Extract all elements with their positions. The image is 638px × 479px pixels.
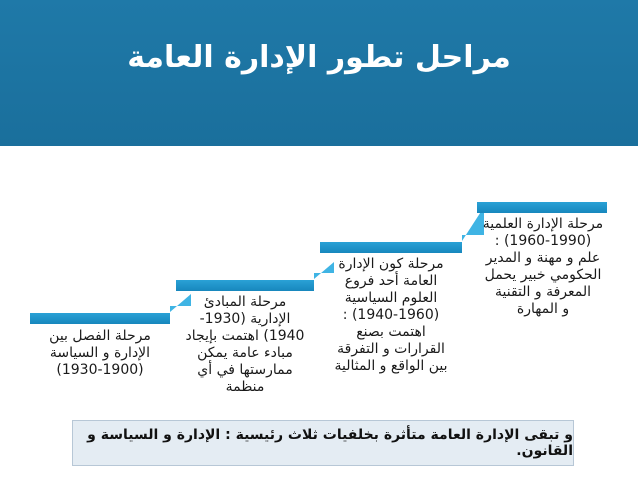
step-3-bar [320,242,462,253]
footer-text: و تبقى الإدارة العامة متأثرة بخلفيات ثلاث رئيسية : الإدارة و السياسة و القانون. [87,427,573,459]
step-2-bar [176,280,314,291]
step-1-bar [30,313,170,324]
slide-title: مراحل تطور الإدارة العامة [127,40,511,75]
step-2-text: مرحلة المبادئ الإدارية (1930- 1940) اهتمت بإيجاد مبادء عامة يمكن ممارستها في أي منظمة [185,294,305,395]
step-4-bar [477,202,607,213]
footer-box [72,420,574,466]
step-3-text: مرحلة كون الإدارة العامة أحد فروع العلوم السياسية (1940-1960) : اهتمت بصنع القرارات و التفرقة بين الواقع و المثالية [334,256,448,374]
step-1-text: مرحلة الفصل بين الإدارة و السياسة (1930-1900) [49,328,151,378]
step-4-text: مرحلة الإدارة العلمية (1960-1990) : علم و مهنة و المدير الحكومي خبير يحمل المعرفة و التقنية و المهارة [482,216,604,317]
